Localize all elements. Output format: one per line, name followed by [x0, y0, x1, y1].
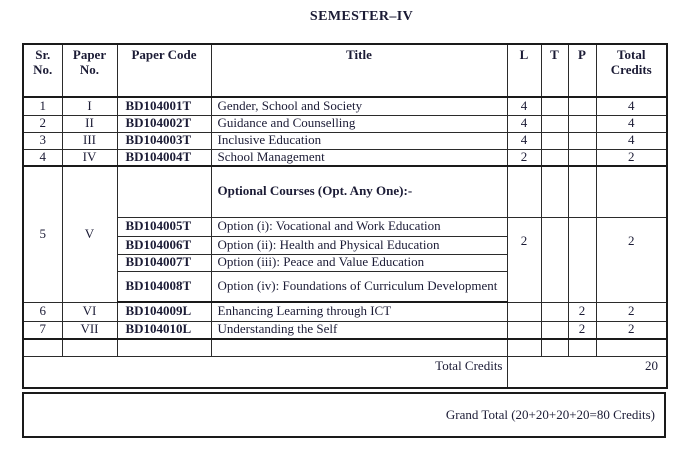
- cell-practical: [568, 115, 596, 132]
- cell-sr: 4: [23, 149, 62, 166]
- cell-total: 2: [596, 302, 667, 321]
- cell-paper-code: BD104010L: [117, 321, 211, 339]
- cell-paper-no: I: [62, 97, 117, 115]
- cell-lecture-merged: 2: [507, 217, 541, 302]
- cell-sr: 7: [23, 321, 62, 339]
- cell-paper-no: II: [62, 115, 117, 132]
- table-row: [23, 132, 667, 149]
- cell-practical-empty: [568, 166, 596, 217]
- cell-sr: 5: [23, 166, 62, 302]
- cell-tutorial: [541, 321, 568, 339]
- semester-course-table: [22, 43, 668, 389]
- col-header-tutorial: T: [541, 44, 568, 97]
- grand-total-box: [22, 392, 666, 438]
- cell-paper-code: BD104008T: [117, 271, 211, 302]
- cell-paper-code: BD104005T: [117, 217, 211, 236]
- cell-total: 2: [596, 149, 667, 166]
- cell-paper-code: BD104003T: [117, 132, 211, 149]
- cell-lecture: 2: [507, 149, 541, 166]
- total-credits-row: [23, 356, 667, 388]
- cell-title: Understanding the Self: [211, 321, 507, 339]
- cell-total: 4: [596, 97, 667, 115]
- cell-total-empty: [596, 166, 667, 217]
- table-row: [23, 115, 667, 132]
- cell-paper-code: BD104002T: [117, 115, 211, 132]
- cell-total: 4: [596, 132, 667, 149]
- cell-sr: 2: [23, 115, 62, 132]
- total-credits-value: 20: [507, 356, 667, 388]
- col-header-practical: P: [568, 44, 596, 97]
- cell-tutorial: [541, 149, 568, 166]
- col-header-sr-no: Sr. No.: [23, 44, 62, 97]
- table-row: [23, 302, 667, 321]
- cell-title: Inclusive Education: [211, 132, 507, 149]
- cell-title: Option (iii): Peace and Value Education: [211, 254, 507, 271]
- cell-practical: [568, 132, 596, 149]
- cell-practical: 2: [568, 302, 596, 321]
- cell-title: Gender, School and Society: [211, 97, 507, 115]
- cell-title: Option (iv): Foundations of Curriculum Development: [211, 271, 507, 302]
- cell-title: Option (i): Vocational and Work Education: [211, 217, 507, 236]
- table-row: [23, 149, 667, 166]
- cell-paper-no: VII: [62, 321, 117, 339]
- cell-lecture: [507, 321, 541, 339]
- cell-tutorial: [541, 97, 568, 115]
- cell-total-merged: 2: [596, 217, 667, 302]
- cell-title: Option (ii): Health and Physical Education: [211, 236, 507, 254]
- cell-practical: [568, 97, 596, 115]
- table-row: [23, 321, 667, 339]
- cell-paper-no: III: [62, 132, 117, 149]
- cell-title: School Management: [211, 149, 507, 166]
- cell-lecture: 4: [507, 97, 541, 115]
- cell-tutorial-merged: [541, 217, 568, 302]
- total-credits-label: Total Credits: [23, 356, 507, 388]
- cell-total: 4: [596, 115, 667, 132]
- cell-tutorial-empty: [541, 166, 568, 217]
- option-row: [23, 217, 667, 236]
- optional-group-heading-row: [23, 166, 667, 217]
- cell-paper-code: BD104001T: [117, 97, 211, 115]
- cell-lecture: 4: [507, 132, 541, 149]
- cell-practical-merged: [568, 217, 596, 302]
- grand-total-label: Grand Total (20+20+20+20=80 Credits): [445, 407, 655, 422]
- cell-sr: 3: [23, 132, 62, 149]
- col-header-paper-code: Paper Code: [117, 44, 211, 97]
- col-header-lecture: L: [507, 44, 541, 97]
- cell-paper-code: BD104006T: [117, 236, 211, 254]
- cell-paper-no: V: [62, 166, 117, 302]
- col-header-total-credits: Total Credits: [596, 44, 667, 97]
- cell-tutorial: [541, 302, 568, 321]
- cell-paper-code: BD104004T: [117, 149, 211, 166]
- cell-paper-no: VI: [62, 302, 117, 321]
- cell-sr: 6: [23, 302, 62, 321]
- cell-tutorial: [541, 132, 568, 149]
- cell-sr: 1: [23, 97, 62, 115]
- page-title: SEMESTER–IV: [309, 9, 414, 24]
- cell-total: 2: [596, 321, 667, 339]
- cell-paper-code: BD104009L: [117, 302, 211, 321]
- cell-tutorial: [541, 115, 568, 132]
- cell-lecture-empty: [507, 166, 541, 217]
- optional-courses-heading: Optional Courses (Opt. Any One):-: [211, 166, 507, 217]
- table-header-row: [23, 44, 667, 97]
- cell-paper-no: IV: [62, 149, 117, 166]
- cell-paper-code: BD104007T: [117, 254, 211, 271]
- col-header-paper-no: Paper No.: [62, 44, 117, 97]
- table-row: [23, 97, 667, 115]
- cell-title: Enhancing Learning through ICT: [211, 302, 507, 321]
- cell-lecture: [507, 302, 541, 321]
- cell-paper-code-empty: [117, 166, 211, 217]
- cell-title: Guidance and Counselling: [211, 115, 507, 132]
- cell-practical: 2: [568, 321, 596, 339]
- cell-lecture: 4: [507, 115, 541, 132]
- empty-spacer-row: [23, 339, 667, 356]
- cell-practical: [568, 149, 596, 166]
- col-header-title: Title: [211, 44, 507, 97]
